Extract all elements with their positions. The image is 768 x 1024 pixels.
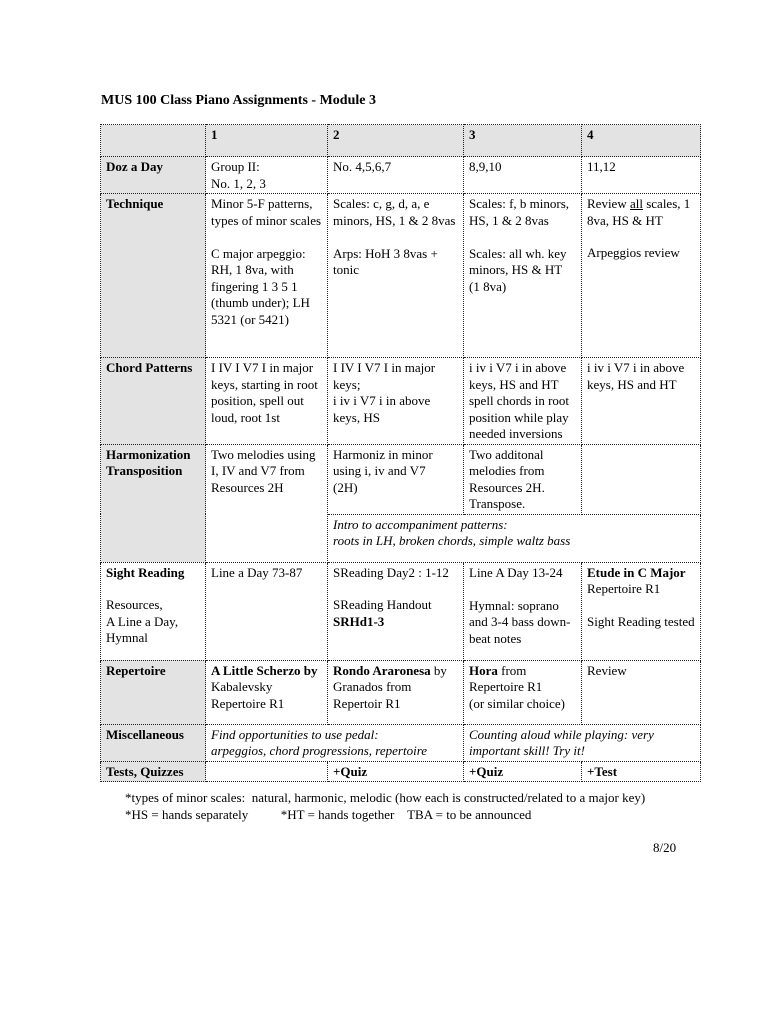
technique-4-arpeggios: Arpeggios review — [587, 245, 680, 260]
row-label-technique: Technique — [101, 194, 206, 358]
row-label-sight-reading — [101, 562, 206, 660]
cell-tests-2: +Quiz — [328, 761, 464, 782]
cell-technique-3: Scales: f, b minors, HS, 1 & 2 8vas Scales: all wh. key minors, HS & HT (1 8va) — [464, 194, 582, 358]
row-tests-quizzes — [101, 761, 701, 782]
cell-chord-1: I IV I V7 I in major keys, starting in root position, spell out loud, root 1st — [206, 358, 328, 445]
cell-technique-1: Minor 5-F patterns, types of minor scales C major arpeggio: RH, 1 8va, with fingering 1 3 5 1 (thumb under); LH 5321 (or 5421) — [206, 194, 328, 358]
row-chord-patterns — [101, 358, 701, 445]
cell-doz-3: 8,9,10 — [464, 157, 582, 194]
cell-harm-4 — [582, 444, 701, 514]
header-cell-week-1: 1 — [206, 125, 328, 157]
row-label-chord-patterns: Chord Patterns — [101, 358, 206, 445]
cell-harm-2: Harmoniz in minor using i, iv and V7 (2H) — [328, 444, 464, 514]
cell-technique-4 — [582, 194, 701, 358]
row-technique — [101, 194, 701, 358]
sight-2-code: SRHd1-3 — [333, 613, 385, 629]
row-label-harmonization: Harmonization Transposition — [101, 444, 206, 562]
row-sight-reading — [101, 562, 701, 660]
cell-tests-3: +Quiz — [464, 761, 582, 782]
cell-doz-2: No. 4,5,6,7 — [328, 157, 464, 194]
cell-chord-2: I IV I V7 I in major keys; i iv i V7 i in above keys, HS — [328, 358, 464, 445]
cell-sight-2 — [328, 562, 464, 660]
sight-2-handout: SReading Handout — [333, 597, 432, 612]
page-title: MUS 100 Class Piano Assignments - Module 3 — [101, 93, 376, 108]
assignments-table — [100, 124, 701, 782]
sight-reading-resources: Resources, A Line a Day, Hymnal — [106, 597, 179, 645]
header-row — [101, 125, 701, 157]
cell-harm-1: Two melodies using I, IV and V7 from Resources 2H — [206, 444, 328, 562]
sight-reading-title: Sight Reading — [106, 564, 185, 580]
cell-sight-4 — [582, 562, 701, 660]
page-number: 8/20 — [653, 840, 677, 855]
cell-harm-3: Two additonal melodies from Resources 2H. Transpose. — [464, 444, 582, 514]
sight-4-etude: Etude in C Major — [587, 564, 686, 580]
cell-chord-3: i iv i V7 i in above keys, HS and HT spell chords in root position while play needed inversions — [464, 358, 582, 445]
cell-sight-1: Line a Day 73-87 — [206, 562, 328, 660]
cell-doz-4: 11,12 — [582, 157, 701, 194]
row-label-tests: Tests, Quizzes — [101, 761, 206, 782]
cell-rep-1: A Little Scherzo by Kabalevsky Repertoire R1 — [206, 660, 328, 724]
cell-chord-4: i iv i V7 i in above keys, HS and HT — [582, 358, 701, 445]
cell-rep-2: Rondo Araronesa by Granados from Repertoir R1 — [328, 660, 464, 724]
row-label-repertoire: Repertoire — [101, 660, 206, 724]
technique-4-review: Review all scales, 1 8va, HS & HT — [587, 196, 691, 228]
sight-2-line: SReading Day2 : 1-12 — [333, 564, 449, 580]
cell-rep-3: Hora from Repertoire R1 (or similar choice) — [464, 660, 582, 724]
cell-rep-4: Review — [582, 660, 701, 724]
footnote-minor-scales: *types of minor scales: natural, harmonic, melodic (how each is constructed/related to a major key) — [125, 790, 646, 805]
cell-tests-4: +Test — [582, 761, 701, 782]
sight-4-detail: Repertoire R1 Sight Reading tested — [587, 581, 695, 629]
cell-misc-pedal: Find opportunities to use pedal: arpeggios, chord progressions, repertoire — [206, 724, 464, 761]
row-doz-a-day — [101, 157, 701, 194]
cell-doz-1: Group II: No. 1, 2, 3 — [206, 157, 328, 194]
row-harmonization — [101, 444, 701, 514]
header-cell-week-3: 3 — [464, 125, 582, 157]
row-label-doz-a-day: Doz a Day — [101, 157, 206, 194]
header-cell-blank — [101, 125, 206, 157]
cell-accompaniment-intro: Intro to accompaniment patterns: roots in LH, broken chords, simple waltz bass — [328, 514, 701, 562]
cell-technique-2: Scales: c, g, d, a, e minors, HS, 1 & 2 8vas Arps: HoH 3 8vas + tonic — [328, 194, 464, 358]
cell-sight-3: Line A Day 13-24 Hymnal: soprano and 3-4 bass down-beat notes — [464, 562, 582, 660]
header-cell-week-2: 2 — [328, 125, 464, 157]
footnotes — [125, 790, 645, 823]
header-cell-week-4: 4 — [582, 125, 701, 157]
row-label-miscellaneous: Miscellaneous — [101, 724, 206, 761]
cell-tests-1 — [206, 761, 328, 782]
row-repertoire — [101, 660, 701, 724]
row-miscellaneous — [101, 724, 701, 761]
footnote-abbreviations: *HS = hands separately *HT = hands together TBA = to be announced — [125, 806, 532, 822]
cell-misc-counting: Counting aloud while playing: very important skill! Try it! — [464, 724, 701, 761]
